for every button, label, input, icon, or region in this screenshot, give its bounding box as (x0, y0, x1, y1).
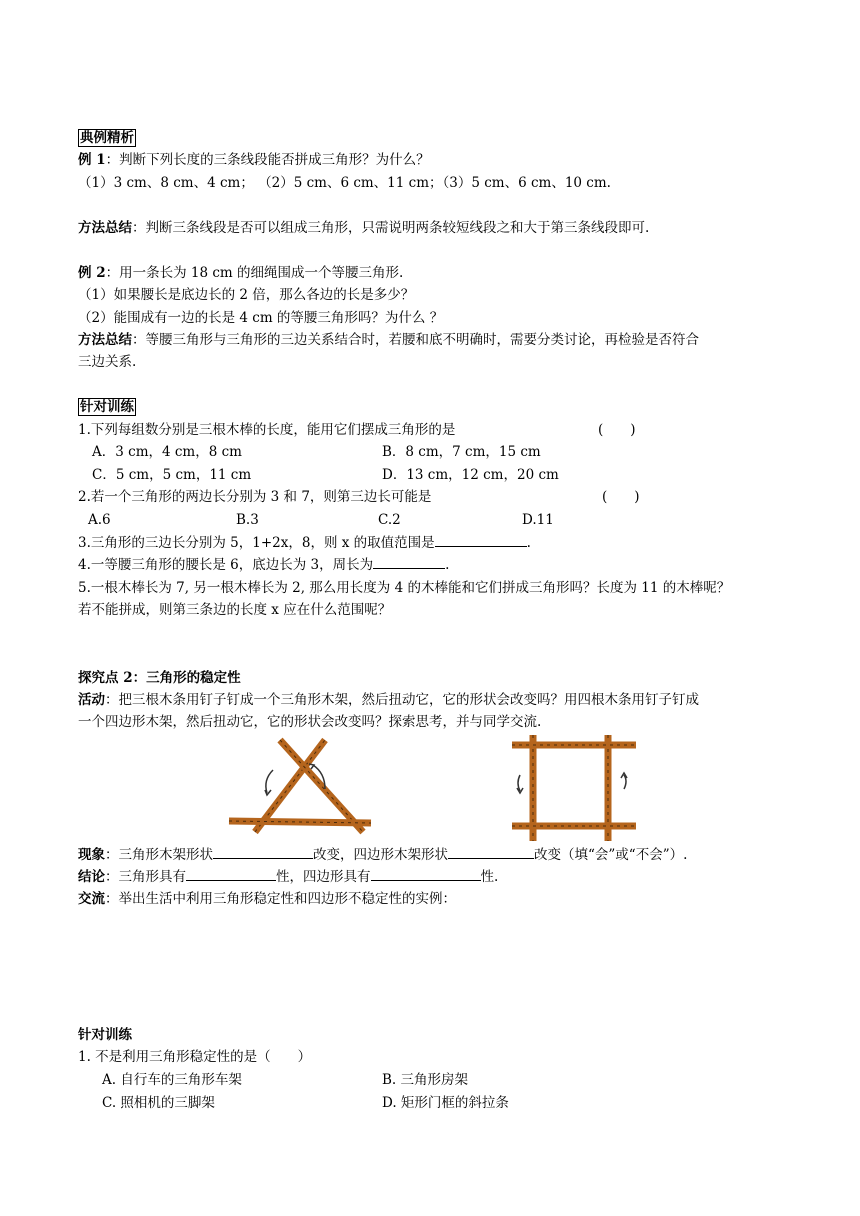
example-1-summary: 方法总结：判断三条线段是否可以组成三角形，只需说明两条较短线段之和大于第三条线段即可. (78, 220, 650, 236)
answer-blank[interactable] (373, 554, 445, 569)
example-1: 例 1：判断下列长度的三条线段能否拼成三角形？为什么？ (78, 152, 430, 168)
example-2-summary-cont: 三边关系. (78, 354, 137, 370)
training-1-q1-option-c: C．5 cm，5 cm，11 cm (92, 467, 252, 483)
training-1-q1-option-a: A．3 cm，4 cm，8 cm (92, 444, 242, 460)
answer-blank[interactable] (371, 866, 481, 881)
training-1-q2-answer-paren: ( ) (602, 489, 640, 505)
training-1-q1-option-d: D．13 cm，12 cm，20 cm (382, 467, 559, 483)
example-2-q1: （1）如果腰长是底边长的 2 倍，那么各边的长是多少？ (78, 287, 415, 303)
answer-blank[interactable] (435, 532, 527, 547)
rotate-arrow-left (266, 770, 273, 793)
training-1-q2-option-c: C.2 (378, 512, 401, 528)
training-2-q1: 1. 不是利用三角形稳定性的是（ ） (78, 1049, 312, 1065)
exchange: 交流：举出生活中利用三角形稳定性和四边形不稳定性的实例： (78, 891, 456, 907)
training-1-title: 针对训练 (80, 399, 134, 415)
training-1-q1: 1.下列每组数分别是三根木棒的长度，能用它们摆成三角形的是 (78, 422, 456, 438)
section-title-examples: 典例精析 (80, 130, 134, 146)
activity-cont: 一个四边形木架，然后扭动它，它的形状会改变吗？探索思考，并与同学交流. (78, 714, 542, 730)
training-1-q1-option-b: B．8 cm，7 cm，15 cm (382, 444, 541, 460)
training-1-q1-answer-paren: ( ) (598, 422, 636, 438)
training-1-q2-option-b: B.3 (236, 512, 259, 528)
example-2: 例 2：用一条长为 18 cm 的细绳围成一个等腰三角形. (78, 265, 404, 281)
phenomenon: 现象：三角形木架形状 改变，四边形木架形状 改变（填“会”或“不会”）. (78, 844, 687, 866)
training-1-q2-option-a: A.6 (88, 512, 111, 528)
training-1-q3: 3.三角形的三边长分别为 5，1+2x，8，则 x 的取值范围是 . (78, 532, 531, 554)
example-1-options: （1）3 cm、8 cm、4 cm； （2）5 cm、6 cm、11 cm；（3）5 cm、6 cm、10 cm. (78, 175, 611, 191)
answer-blank[interactable] (448, 844, 534, 859)
training-2-option-a: A. 自行车的三角形车架 (102, 1072, 242, 1088)
quadrilateral-frame-illustration (508, 733, 638, 843)
activity: 活动：把三根木条用钉子钉成一个三角形木架，然后扭动它，它的形状会改变吗？用四根木条用钉子钉成 (78, 692, 699, 708)
training-1-q2-option-d: D.11 (522, 512, 554, 528)
training-2-option-c: C. 照相机的三脚架 (102, 1095, 215, 1111)
training-1-q2: 2.若一个三角形的两边长分别为 3 和 7，则第三边长可能是 (78, 489, 432, 505)
training-1-q4: 4.一等腰三角形的腰长是 6，底边长为 3，周长为 . (78, 554, 449, 576)
section-2-title: 探究点 2：三角形的稳定性 (78, 670, 241, 686)
conclusion: 结论：三角形具有 性，四边形具有 性. (78, 866, 498, 888)
example-2-summary: 方法总结：等腰三角形与三角形的三边关系结合时，若腰和底不明确时，需要分类讨论，再检验是否符合 (78, 332, 699, 348)
answer-blank[interactable] (213, 844, 313, 859)
training-2-option-d: D. 矩形门框的斜拉条 (382, 1095, 509, 1111)
triangle-frame-illustration (225, 735, 375, 835)
training-1-q5-cont: 若不能拼成，则第三条边的长度 x 应在什么范围呢？ (78, 602, 392, 618)
training-2-title: 针对训练 (78, 1027, 132, 1043)
training-2-option-b: B. 三角形房架 (382, 1072, 469, 1088)
example-2-q2: （2）能围成有一边的长是 4 cm 的等腰三角形吗？为什么 ？ (78, 310, 444, 326)
training-1-q5: 5.一根木棒长为 7, 另一根木棒长为 2, 那么用长度为 4 的木棒能和它们拼成三角形吗？长度为 11 的木棒呢？ (78, 580, 731, 596)
answer-blank[interactable] (186, 866, 276, 881)
